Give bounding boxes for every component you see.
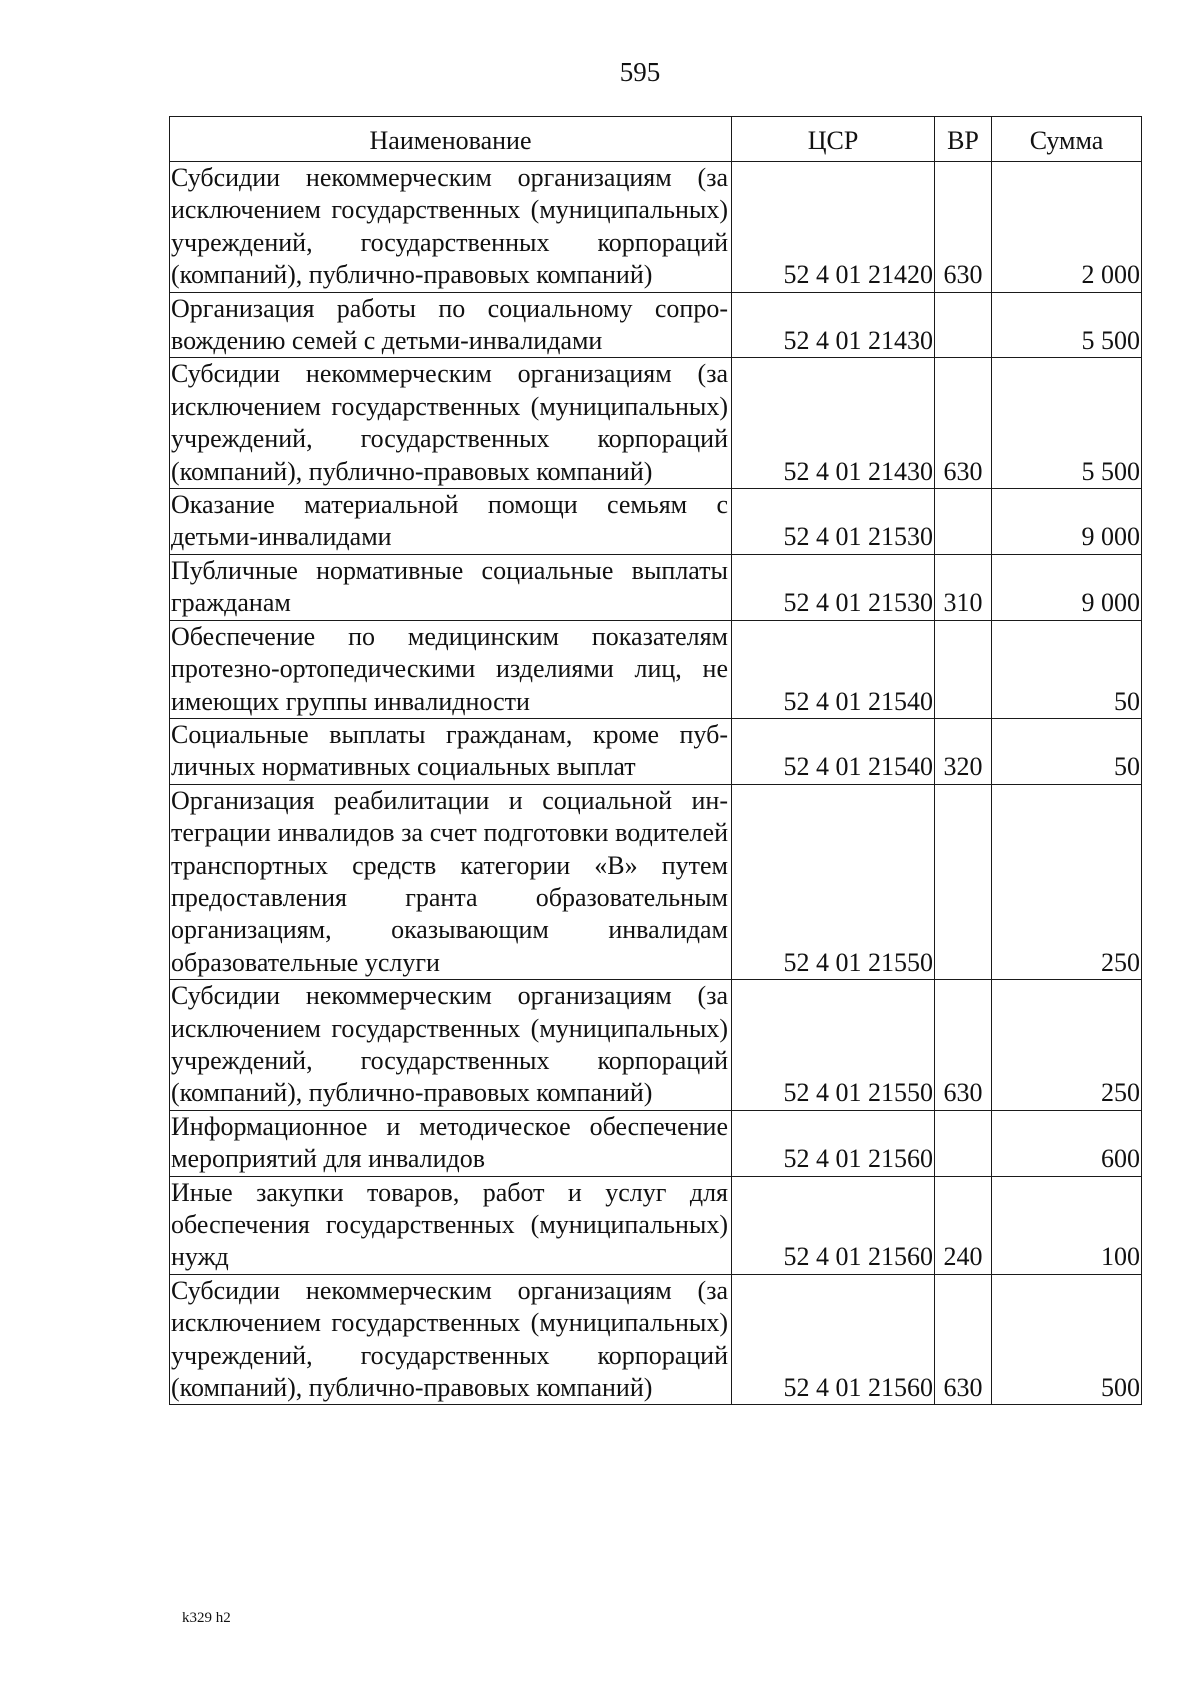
cell-sum: 9 000 [992, 554, 1142, 620]
table-row [170, 620, 1142, 718]
budget-table [169, 116, 1142, 1405]
cell-csr: 52 4 01 21550 [732, 784, 935, 979]
cell-name: Оказание материальной помощи семьям с детьми-инвалидами [170, 489, 732, 555]
cell-csr: 52 4 01 21430 [732, 292, 935, 358]
cell-sum: 5 500 [992, 292, 1142, 358]
cell-name: Субсидии некоммерческим организациям (за исключением государственных (муниципальных) учреждений, государственных корпораций (компаний), публично-правовых компаний) [170, 162, 732, 293]
cell-sum: 600 [992, 1110, 1142, 1176]
cell-name: Социальные выплаты гражданам, кроме публичных нормативных социальных выплат [170, 718, 732, 784]
cell-sum: 9 000 [992, 489, 1142, 555]
table-row [170, 1176, 1142, 1274]
cell-name: Публичные нормативные социальные выплаты гражданам [170, 554, 732, 620]
cell-vr: 630 [935, 358, 992, 489]
cell-vr: 240 [935, 1176, 992, 1274]
cell-name: Организация реабилитации и социальной интеграции инвалидов за счет подготовки водителей транспортных средств категории «В» путем предоставления гранта образовательным организациям, оказывающим инвалидам образовательные услуги [170, 784, 732, 979]
table-row [170, 784, 1142, 979]
header-csr: ЦСР [732, 117, 935, 162]
cell-vr [935, 489, 992, 555]
table-row [170, 162, 1142, 293]
table-row [170, 718, 1142, 784]
table-row [170, 292, 1142, 358]
cell-csr: 52 4 01 21550 [732, 980, 935, 1111]
cell-vr: 630 [935, 1274, 992, 1405]
cell-sum: 500 [992, 1274, 1142, 1405]
cell-vr [935, 1110, 992, 1176]
cell-csr: 52 4 01 21430 [732, 358, 935, 489]
cell-sum: 50 [992, 718, 1142, 784]
cell-vr: 630 [935, 980, 992, 1111]
cell-name: Иные закупки товаров, работ и услуг для обеспечения государственных (муниципальных) нужд [170, 1176, 732, 1274]
cell-sum: 50 [992, 620, 1142, 718]
cell-sum: 2 000 [992, 162, 1142, 293]
cell-csr: 52 4 01 21540 [732, 620, 935, 718]
cell-name: Субсидии некоммерческим организациям (за исключением государственных (муниципальных) учреждений, государственных корпораций (компаний), публично-правовых компаний) [170, 980, 732, 1111]
table-row [170, 1110, 1142, 1176]
cell-sum: 250 [992, 784, 1142, 979]
cell-name: Субсидии некоммерческим организациям (за исключением государственных (муниципальных) учреждений, государственных корпораций (компаний), публично-правовых компаний) [170, 358, 732, 489]
cell-vr: 630 [935, 162, 992, 293]
table-row [170, 1274, 1142, 1405]
cell-csr: 52 4 01 21560 [732, 1274, 935, 1405]
table-row [170, 554, 1142, 620]
page-number: 595 [619, 57, 661, 87]
cell-sum: 250 [992, 980, 1142, 1111]
footer-code: k329 h2 [182, 1610, 231, 1626]
cell-vr [935, 784, 992, 979]
cell-csr: 52 4 01 21530 [732, 489, 935, 555]
cell-name: Организация работы по социальному сопровождению семей с детьми-инвалидами [170, 292, 732, 358]
table-header [170, 117, 1142, 162]
cell-sum: 100 [992, 1176, 1142, 1274]
header-sum: Сумма [992, 117, 1142, 162]
header-vr: ВР [935, 117, 992, 162]
cell-name: Информационное и методическое обеспечение мероприятий для инвалидов [170, 1110, 732, 1176]
table-row [170, 358, 1142, 489]
cell-csr: 52 4 01 21530 [732, 554, 935, 620]
header-name: Наименование [170, 117, 732, 162]
cell-csr: 52 4 01 21420 [732, 162, 935, 293]
table-row [170, 489, 1142, 555]
cell-name: Обеспечение по медицинским показателям протезно-ортопедическими изделиями лиц, не имеющих группы инвалидности [170, 620, 732, 718]
cell-name: Субсидии некоммерческим организациям (за исключением государственных (муниципальных) учреждений, государственных корпораций (компаний), публично-правовых компаний) [170, 1274, 732, 1405]
cell-csr: 52 4 01 21560 [732, 1110, 935, 1176]
table-row [170, 980, 1142, 1111]
cell-csr: 52 4 01 21540 [732, 718, 935, 784]
cell-vr: 320 [935, 718, 992, 784]
cell-csr: 52 4 01 21560 [732, 1176, 935, 1274]
cell-sum: 5 500 [992, 358, 1142, 489]
cell-vr [935, 292, 992, 358]
table-body [170, 162, 1142, 1405]
cell-vr: 310 [935, 554, 992, 620]
cell-vr [935, 620, 992, 718]
table-header-row [170, 117, 1142, 162]
